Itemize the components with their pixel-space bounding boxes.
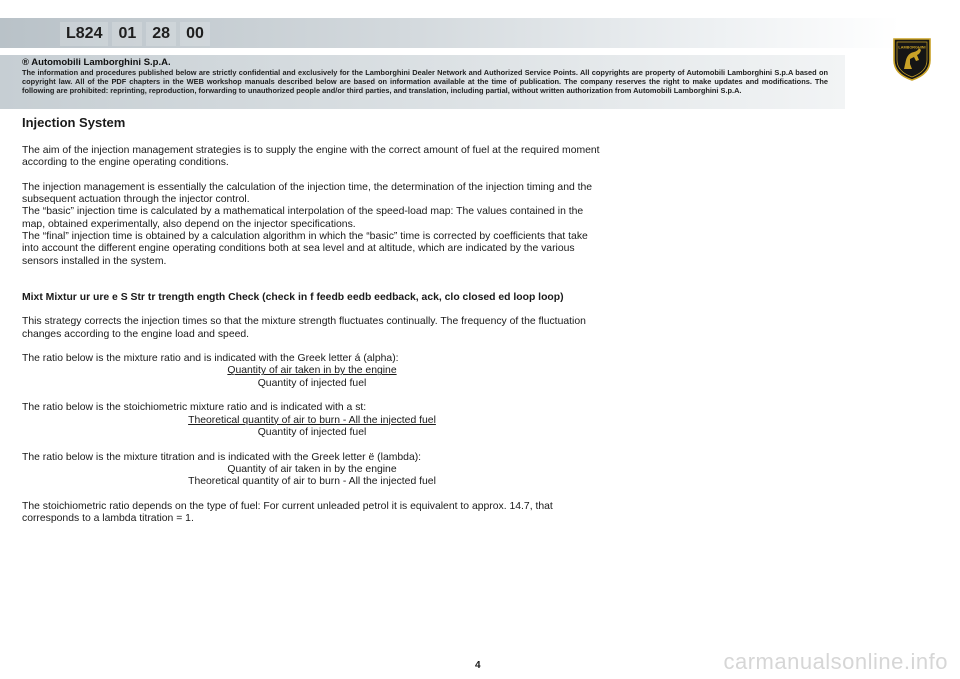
main-content — [22, 115, 602, 538]
copyright-text: The information and procedures published below are strictly confidential and exclusively for the Lamborghini Dealer Network and Authorized Service Points. All copyrights are property of Automobili Lamborghini S.p.A based on copyright law. All of the PDF chapters in the WEB workshop manuals described below are based on information available at the time of publication. The company reserves the right to make updates and modifications. The following are prohibited: reprinting, reproduction, forwarding to unauthorized people and/or third parties, and translation, including partial, without written authorization from Automobili Lamborghini S.p.A. — [22, 68, 828, 95]
paragraph-basic-time: The “basic” injection time is calculated by a mathematical interpolation of the speed-load map: The values contained in the map, obtained experimentally, also depend on the injector specifications. — [22, 206, 584, 230]
code-section: 00 — [180, 22, 210, 46]
ratio-alpha — [22, 353, 602, 390]
lamborghini-shield-icon — [891, 36, 933, 82]
ratio-lambda-denominator: Theoretical quantity of air to burn - All the injected fuel — [188, 476, 436, 488]
copyright-title: ® Automobili Lamborghini S.p.A. — [22, 57, 171, 68]
section-title: Injection System — [22, 115, 126, 130]
subsection-title: Mixt Mixtur ur ure e S Str tr trength ength Check (check in f feedb eedb eedback, ack, clo closed ed loop loop) — [22, 291, 564, 303]
code-group: 01 — [112, 22, 142, 46]
ratio-stoichiometric — [22, 402, 602, 439]
page-number: 4 — [475, 660, 481, 671]
ratio-lambda-numerator: Quantity of air taken in by the engine — [227, 463, 397, 475]
ratio-lambda-intro: The ratio below is the mixture titration and is indicated with the Greek letter ë (lambda): — [22, 451, 422, 463]
paragraph-stoichiometric-ratio: The stoichiometric ratio depends on the type of fuel: For current unleaded petrol it is equivalent to approx. 14.7, that corresponds to a lambda titration = 1. — [22, 500, 553, 525]
code-subgroup: 28 — [146, 22, 176, 46]
ratio-st-intro: The ratio below is the stoichiometric mixture ratio and is indicated with a st: — [22, 402, 367, 414]
paragraph-final-time: The “final” injection time is obtained by a calculation algorithm in which the “basic” time is corrected by coefficients that take into account the different engine operating conditions both at sea level and at altitude, which are indicated by the various sensors installed in the system. — [22, 231, 588, 267]
ratio-alpha-intro: The ratio below is the mixture ratio and is indicated with the Greek letter á (alpha): — [22, 353, 399, 365]
ratio-alpha-denominator: Quantity of injected fuel — [257, 377, 367, 389]
paragraph-injection-management-a: The injection management is essentially the calculation of the injection time, the determination of the injection timing and the subsequent actuation through the injector control. — [22, 181, 593, 206]
logo-text: LAMBORGHINI — [898, 45, 926, 50]
code-model: L824 — [60, 22, 108, 46]
paragraph-strategy: This strategy corrects the injection times so that the mixture strength fluctuates continually. The frequency of the fluctuation changes according to the engine load and speed. — [22, 316, 586, 340]
ratio-st-numerator: Theoretical quantity of air to burn - All the injected fuel — [188, 414, 436, 426]
ratio-alpha-numerator: Quantity of air taken in by the engine — [227, 365, 397, 377]
document-code-bar — [60, 22, 210, 46]
paragraph-injection-management — [22, 182, 602, 268]
paragraph-aim: The aim of the injection management strategies is to supply the engine with the correct amount of fuel at the required moment according to the engine operating conditions. — [22, 145, 600, 169]
watermark-text: carmanualsonline.info — [723, 649, 948, 674]
ratio-st-denominator: Quantity of injected fuel — [257, 426, 367, 438]
ratio-lambda — [22, 452, 602, 489]
